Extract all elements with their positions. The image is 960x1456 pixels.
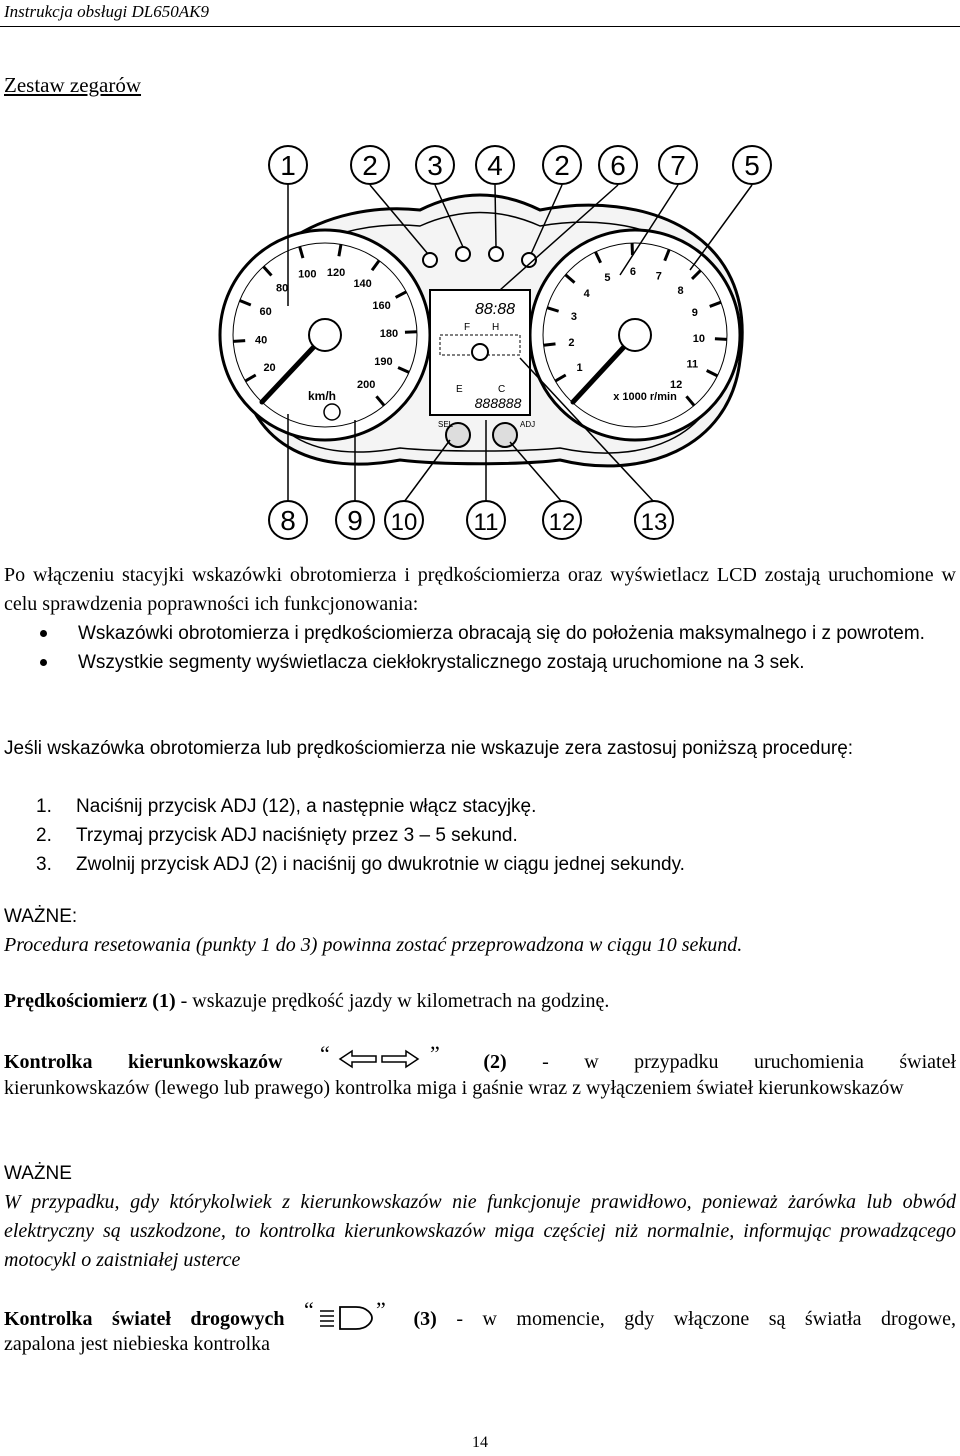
callout-bottom-1 (336, 501, 374, 539)
callout-bottom-0 (269, 501, 307, 539)
top-callouts (269, 146, 771, 184)
speedometer-scale-label: 40 (255, 334, 268, 347)
callout-number: 9 (347, 505, 363, 536)
tachometer-scale-label: 11 (686, 358, 699, 371)
tachometer-scale-tick (544, 344, 556, 345)
callout-top-3 (476, 146, 514, 184)
tachometer-scale-label: 8 (677, 285, 684, 298)
lcd-fuel-full: F (464, 322, 471, 333)
lcd-fuel-empty: E (456, 384, 463, 395)
turn-signal-text-start: - w przypadku uruchomienia świateł (506, 1051, 957, 1074)
callout-number: 2 (554, 150, 570, 181)
list-item (4, 648, 956, 677)
important-label-2: WAŻNE (4, 1163, 72, 1184)
callout-top-2 (416, 146, 454, 184)
step-number: 3. (36, 854, 52, 875)
speedometer-hub (309, 319, 341, 351)
speedometer-text: - wskazuje prędkość jazdy w kilometrach na godzinę. (175, 990, 610, 1012)
callout-bottom-3 (467, 501, 505, 539)
tachometer-scale-label: 12 (670, 379, 683, 392)
speedometer-scale-label: 100 (298, 268, 317, 281)
callout-bottom-2 (385, 501, 423, 539)
lcd-temp-cold: C (498, 384, 506, 395)
tachometer-scale-label: 6 (629, 266, 637, 279)
callout-top-6 (659, 146, 697, 184)
important-text-1: Procedura resetowania (punkty 1 do 3) powinna zostać przeprowadzona w ciągu 10 sekund. (4, 934, 743, 956)
speedometer-scale-label: 180 (379, 327, 399, 340)
speedometer-description (4, 987, 956, 1016)
callout-number: 6 (610, 150, 626, 181)
speedometer-scale-tick (233, 341, 245, 342)
lcd-clock: 88:88 (474, 301, 516, 318)
indicator-lamp-high-beam (456, 247, 470, 261)
list-item (4, 850, 956, 879)
callout-top-1 (351, 146, 389, 184)
list-item (4, 619, 956, 648)
callout-top-5 (599, 146, 637, 184)
section-title: Zestaw zegarów (4, 73, 142, 97)
instrument-cluster-diagram (0, 130, 960, 550)
tachometer-unit: x 1000 r/min (613, 391, 677, 403)
callout-top-7 (733, 146, 771, 184)
tachometer-scale-label: 2 (568, 337, 575, 350)
step-number: 2. (36, 825, 52, 846)
callout-number: 8 (280, 505, 296, 536)
callout-number: 4 (487, 150, 503, 181)
turn-signal-description: kierunkowskazów (lewego lub prawego) kontrolka miga i gaśnie wraz z wyłączeniem świateł kierunkowskazów (4, 1077, 904, 1099)
callout-number: 11 (473, 509, 499, 536)
bullet-text: Wskazówki obrotomierza i prędkościomierza obracają się do położenia maksymalnego i z powrotem. (78, 623, 925, 644)
turn-signal-term: Kontrolka kierunkowskazów (4, 1051, 283, 1074)
lcd-temp-hot: H (492, 322, 500, 333)
tachometer-scale-label: 7 (655, 270, 662, 283)
speedometer-term: Prędkościomierz (1) (4, 990, 176, 1012)
speedometer-scale-label: 160 (372, 299, 391, 312)
speedometer-scale-label: 60 (259, 306, 272, 319)
bottom-callouts (269, 501, 673, 539)
indicator-lamp-turn-left (423, 253, 437, 267)
intro-bullet-list (4, 619, 956, 677)
callout-number: 12 (548, 509, 576, 536)
adj-button-label: ADJ (520, 420, 536, 429)
bullet-icon (40, 659, 47, 666)
tachometer-scale-label: 9 (691, 307, 698, 320)
callout-number: 13 (640, 509, 668, 536)
list-item (4, 792, 956, 821)
tachometer-scale-label: 5 (604, 272, 611, 285)
document-header-title: Instrukcja obsługi DL650AK9 (4, 2, 209, 21)
bullet-icon (40, 630, 47, 637)
speedometer-scale-label: 120 (326, 266, 346, 279)
procedure-intro: Jeśli wskazówka obrotomierza lub prędkościomierza nie wskazuje zera zastosuj poniższą procedurę: (4, 738, 854, 759)
procedure-steps (4, 792, 956, 879)
callout-number: 2 (362, 150, 378, 181)
tachometer-scale-label: 3 (570, 310, 577, 323)
adj-button (493, 423, 517, 447)
indicator-lamp-center (472, 344, 488, 360)
turn-signal-number: (2) (483, 1051, 507, 1074)
lcd-odometer: 888888 (474, 395, 522, 411)
list-item (4, 821, 956, 850)
step-text: Zwolnij przycisk ADJ (2) i naciśnij go dwukrotnie w ciągu jednej sekundy. (76, 854, 685, 875)
speedometer-scale-label: 190 (374, 356, 393, 369)
instrument-cluster-figure (0, 130, 960, 550)
callout-number: 5 (744, 150, 760, 181)
step-text: Naciśnij przycisk ADJ (12), a następnie włącz stacyjkę. (76, 796, 537, 817)
bullet-text: Wszystkie segmenty wyświetlacza ciekłokrystalicznego zostają uruchomione na 3 sek. (78, 652, 805, 673)
step-text: Trzymaj przycisk ADJ naciśnięty przez 3 – 5 sekund. (76, 825, 518, 846)
indicator-lamp-neutral (489, 247, 503, 261)
header-divider (0, 26, 960, 27)
callout-number: 7 (670, 150, 686, 181)
callout-top-0 (269, 146, 307, 184)
high-beam-term: Kontrolka świateł drogowych (4, 1308, 285, 1331)
tachometer-scale-label: 10 (692, 333, 706, 346)
high-beam-number: (3) (413, 1308, 437, 1331)
svg-text:”: ” (376, 1301, 386, 1322)
svg-text:“: “ (319, 1045, 330, 1066)
callout-number: 10 (390, 509, 418, 536)
page-number: 14 (472, 1434, 488, 1451)
fuel-warning-lamp (324, 404, 340, 420)
callout-bottom-5 (635, 501, 673, 539)
sel-button-label: SEL (438, 420, 454, 429)
important-label-1: WAŻNE: (4, 906, 78, 927)
speedometer-scale-tick (339, 244, 341, 256)
step-number: 1. (36, 796, 52, 817)
tachometer-scale-label: 1 (576, 362, 583, 374)
speedometer-unit: km/h (307, 389, 337, 403)
speedometer-scale-label: 200 (356, 379, 376, 392)
speedometer-scale-label: 140 (353, 278, 372, 291)
speedometer-scale-label: 80 (276, 282, 289, 295)
speedometer-scale-label: 20 (263, 362, 276, 374)
intro-paragraph: Po włączeniu stacyjki wskazówki obrotomierza i prędkościomierza oraz wyświetlacz LCD zostają uruchomione w celu sprawdzenia poprawności ich funkcjonowania: (4, 564, 956, 615)
tachometer-hub (619, 319, 651, 351)
callout-bottom-4 (543, 501, 581, 539)
callout-number: 1 (280, 150, 296, 181)
tachometer-scale-tick (715, 339, 727, 340)
svg-text:“: “ (304, 1301, 314, 1322)
important-text-2: W przypadku, gdy którykolwiek z kierunkowskazów nie funkcjonuje prawidłowo, ponieważ żarówka lub obwód elektryczny są uszkodzone, to kontrolka kierunkowskazów miga częściej niż normalnie, informując prowadzącego motocykl o zaistniałej usterce (4, 1191, 956, 1271)
high-beam-text-start: - w momencie, gdy włączone są światła drogowe, (436, 1308, 957, 1331)
callout-number: 3 (427, 150, 443, 181)
callout-top-4 (543, 146, 581, 184)
svg-text:”: ” (429, 1045, 440, 1066)
high-beam-description: zapalona jest niebieska kontrolka (4, 1333, 271, 1355)
tachometer-scale-label: 4 (583, 288, 590, 301)
